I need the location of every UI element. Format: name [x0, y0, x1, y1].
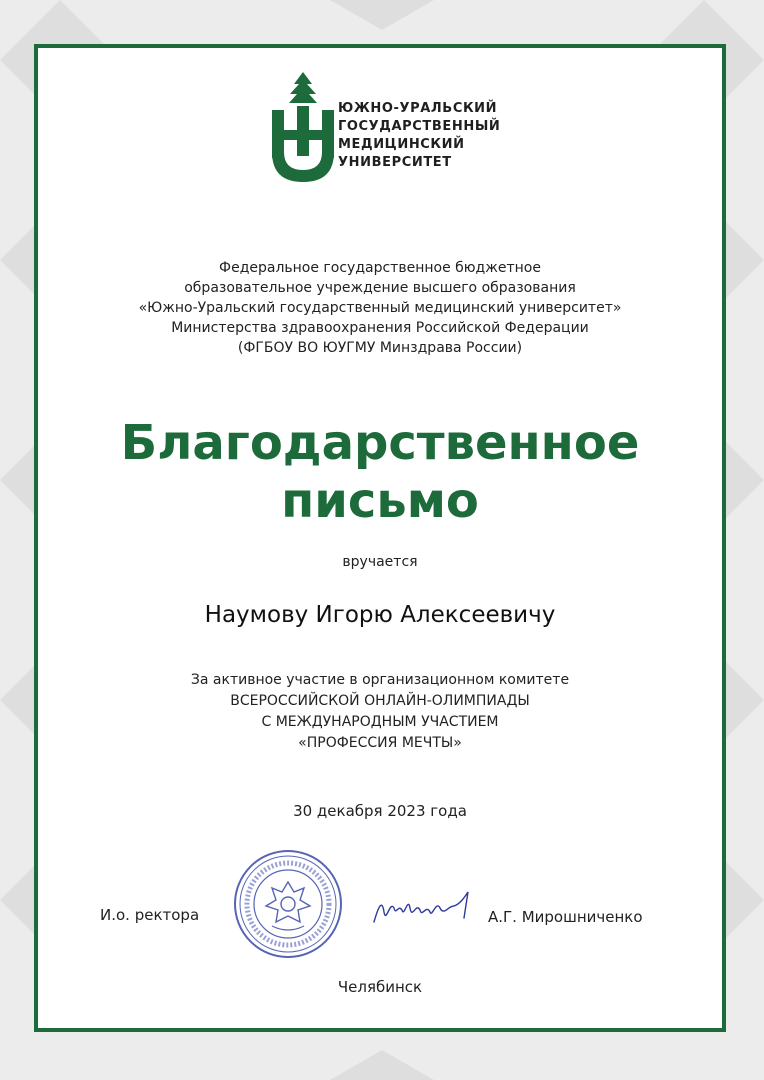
handwritten-signature-icon	[368, 878, 478, 938]
organization-line: Министерства здравоохранения Российской Федерации	[171, 320, 589, 336]
city-name: Челябинск	[337, 978, 423, 996]
issue-date: 30 декабря 2023 года	[293, 802, 467, 820]
certificate-sheet	[34, 44, 726, 1032]
recipient-name: Наумову Игорю Алексеевичу	[204, 602, 556, 628]
university-name-logotype	[338, 100, 538, 172]
reason-line: За активное участие в организационном комитете	[190, 672, 570, 688]
presented-to-label: вручается	[342, 554, 418, 570]
logo-line: ЮЖНО-УРАЛЬСКИЙ	[338, 101, 498, 116]
logo-line: МЕДИЦИНСКИЙ	[338, 137, 465, 152]
reason-line: С МЕЖДУНАРОДНЫМ УЧАСТИЕМ	[261, 714, 499, 730]
signer-position: И.о. ректора	[100, 906, 200, 924]
organization-line: образовательное учреждение высшего образования	[184, 280, 576, 296]
organization-line: «Южно-Уральский государственный медицинский университет»	[138, 300, 622, 316]
signer-name: А.Г. Мирошниченко	[488, 908, 643, 926]
organization-line: Федеральное государственное бюджетное	[219, 260, 541, 276]
round-seal-icon	[232, 848, 344, 960]
organization-full-name	[38, 258, 722, 358]
award-reason	[38, 670, 722, 754]
reason-line: «ПРОФЕССИЯ МЕЧТЫ»	[298, 735, 462, 751]
logo-line: УНИВЕРСИТЕТ	[338, 155, 452, 170]
university-logo	[272, 70, 512, 182]
logo-line: ГОСУДАРСТВЕННЫЙ	[338, 119, 501, 134]
document-title	[38, 414, 722, 530]
reason-line: ВСЕРОССИЙСКОЙ ОНЛАЙН-ОЛИМПИАДЫ	[230, 693, 530, 709]
title-line-1: Благодарственное	[120, 415, 640, 471]
organization-line: (ФГБОУ ВО ЮУГМУ Минздрава России)	[237, 340, 523, 356]
university-emblem-icon	[272, 70, 334, 182]
title-line-2: письмо	[281, 473, 479, 529]
